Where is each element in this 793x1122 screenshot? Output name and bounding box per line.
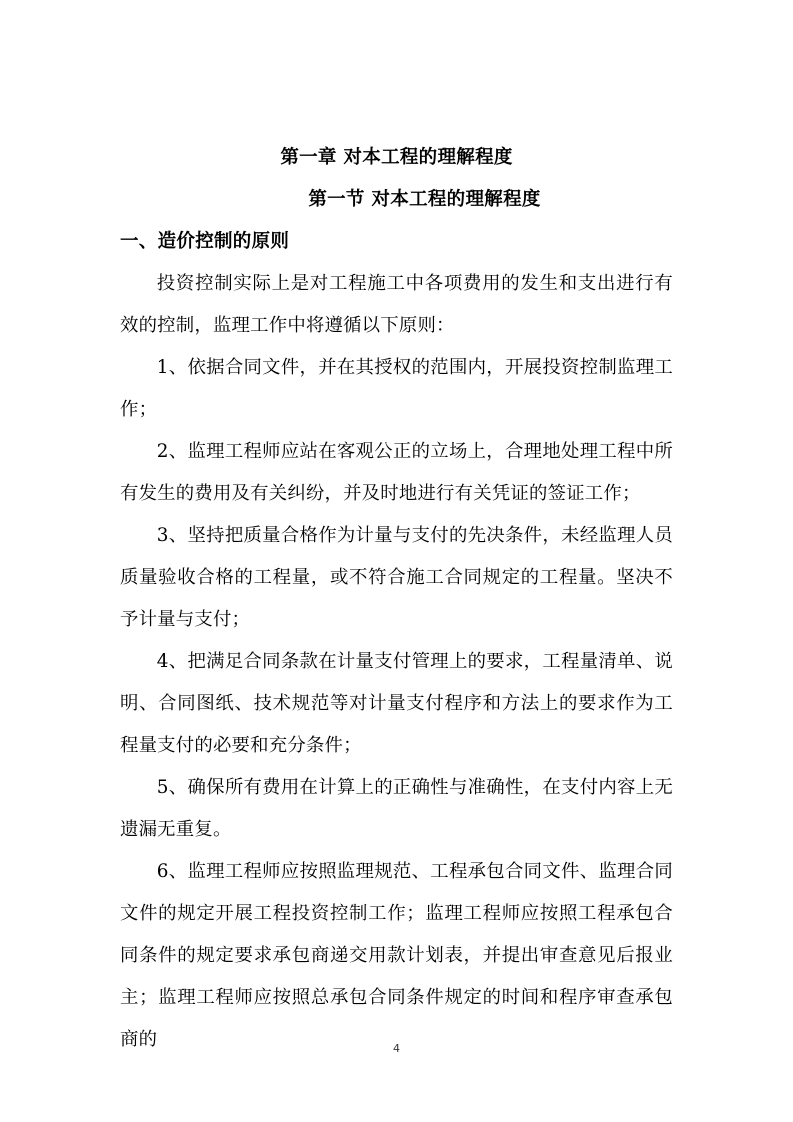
subheading-cost-control-principles: 一、造价控制的原则 [120,231,290,252]
paragraph-item-1: 1、依据合同文件，并在其授权的范围内，开展投资控制监理工作； [120,357,673,420]
paragraph-item-2: 2、监理工程师应站在客观公正的立场上，合理地处理工程中所有发生的费用及有关纠纷，并及时地进行有关凭证的签证工作； [120,441,673,504]
paragraph-item-4: 4、把满足合同条款在计量支付管理上的要求，工程量清单、说明、合同图纸、技术规范等对计量支付程序和方法上的要求作为工程量支付的必要和充分条件； [120,651,673,756]
chapter-title: 第一章 对本工程的理解程度 [280,147,513,168]
page-number: 4 [393,1042,400,1055]
paragraph-intro: 投资控制实际上是对工程施工中各项费用的发生和支出进行有效的控制，监理工作中将遵循以下原则： [120,273,673,336]
section-title: 第一节 对本工程的理解程度 [308,189,541,210]
paragraph-item-3: 3、坚持把质量合格作为计量与支付的先决条件，未经监理人员质量验收合格的工程量，或不符合施工合同规定的工程量。坚决不予计量与支付； [120,525,673,630]
page-content [120,137,673,1061]
paragraph-item-6: 6、监理工程师应按照监理规范、工程承包合同文件、监理合同文件的规定开展工程投资控制工作；监理工程师应按照工程承包合同条件的规定要求承包商递交用款计划表，并提出审查意见后报业主；监理工程师应按照总承包合同条件规定的时间和程序审查承包商的 [120,861,673,1050]
paragraph-item-5: 5、确保所有费用在计算上的正确性与准确性，在支付内容上无遗漏无重复。 [120,777,673,840]
